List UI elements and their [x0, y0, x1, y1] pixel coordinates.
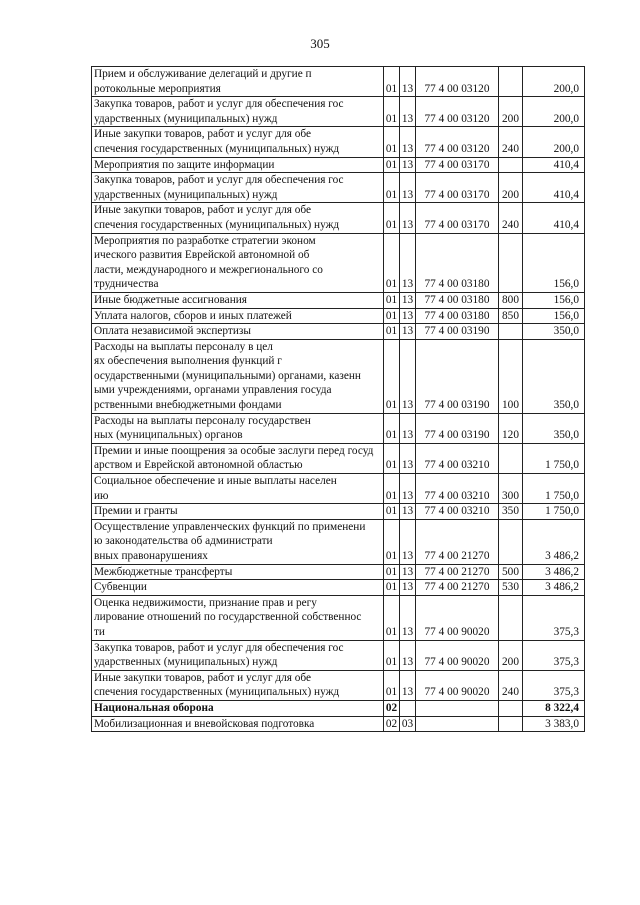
table-row: [92, 292, 585, 308]
table-row: [92, 640, 585, 670]
subsection-code-cell: 13: [400, 670, 416, 700]
subsection-code-cell: 13: [400, 308, 416, 324]
expense-type-cell: 200: [499, 97, 523, 127]
target-article-cell: 77 4 00 03210: [416, 443, 499, 473]
table-row: [92, 157, 585, 173]
table-row: [92, 716, 585, 732]
expense-name-cell: Межбюджетные трансферты: [92, 564, 384, 580]
table-row: [92, 233, 585, 292]
table-row: [92, 97, 585, 127]
amount-cell: 156,0: [523, 308, 585, 324]
subsection-code-cell: 13: [400, 580, 416, 596]
subsection-code-cell: 13: [400, 173, 416, 203]
expense-type-cell: 200: [499, 640, 523, 670]
amount-cell: 200,0: [523, 127, 585, 157]
expense-type-cell: [499, 67, 523, 97]
target-article-cell: 77 4 00 03210: [416, 474, 499, 504]
amount-cell: 3 486,2: [523, 564, 585, 580]
expense-name-cell: Закупка товаров, работ и услуг для обеспечения гос ударственных (муниципальных) нужд: [92, 173, 384, 203]
section-code-cell: 01: [384, 339, 400, 413]
amount-cell: 350,0: [523, 413, 585, 443]
amount-cell: 350,0: [523, 339, 585, 413]
section-code-cell: 01: [384, 564, 400, 580]
section-code-cell: 01: [384, 203, 400, 233]
section-code-cell: 01: [384, 504, 400, 520]
expense-type-cell: [499, 157, 523, 173]
target-article-cell: 77 4 00 21270: [416, 519, 499, 564]
expense-name-cell: Мероприятия по защите информации: [92, 157, 384, 173]
expense-type-cell: 300: [499, 474, 523, 504]
amount-cell: 200,0: [523, 67, 585, 97]
section-code-cell: 01: [384, 173, 400, 203]
expense-name-cell: Оценка недвижимости, признание прав и регу лирование отношений по государственной собственнос ти: [92, 595, 384, 640]
target-article-cell: [416, 716, 499, 732]
table-body: [92, 67, 585, 732]
amount-cell: 375,3: [523, 670, 585, 700]
expense-type-cell: 530: [499, 580, 523, 596]
subsection-code-cell: 13: [400, 324, 416, 340]
budget-table: [91, 66, 585, 732]
amount-cell: 3 486,2: [523, 519, 585, 564]
section-code-cell: 01: [384, 324, 400, 340]
expense-type-cell: [499, 716, 523, 732]
expense-name-cell: Иные бюджетные ассигнования: [92, 292, 384, 308]
amount-cell: 410,4: [523, 203, 585, 233]
section-code-cell: 01: [384, 308, 400, 324]
expense-type-cell: 100: [499, 339, 523, 413]
table-row: [92, 670, 585, 700]
target-article-cell: 77 4 00 03190: [416, 324, 499, 340]
table-row: [92, 127, 585, 157]
table-row: [92, 443, 585, 473]
subsection-code-cell: 13: [400, 339, 416, 413]
section-code-cell: 01: [384, 580, 400, 596]
subsection-code-cell: 13: [400, 67, 416, 97]
target-article-cell: 77 4 00 03170: [416, 173, 499, 203]
subsection-code-cell: 13: [400, 97, 416, 127]
expense-type-cell: [499, 700, 523, 716]
target-article-cell: 77 4 00 03120: [416, 97, 499, 127]
section-code-cell: 01: [384, 413, 400, 443]
target-article-cell: 77 4 00 03210: [416, 504, 499, 520]
subsection-code-cell: 13: [400, 413, 416, 443]
table-row: [92, 519, 585, 564]
expense-name-cell: Оплата независимой экспертизы: [92, 324, 384, 340]
table-row: [92, 339, 585, 413]
target-article-cell: [416, 700, 499, 716]
section-code-cell: 02: [384, 700, 400, 716]
expense-type-cell: [499, 233, 523, 292]
section-code-cell: 01: [384, 670, 400, 700]
subsection-code-cell: 03: [400, 716, 416, 732]
table-row: [92, 203, 585, 233]
section-code-cell: 02: [384, 716, 400, 732]
subsection-code-cell: 13: [400, 474, 416, 504]
table-row: [92, 413, 585, 443]
section-code-cell: 01: [384, 474, 400, 504]
expense-type-cell: [499, 595, 523, 640]
expense-type-cell: 240: [499, 203, 523, 233]
amount-cell: 350,0: [523, 324, 585, 340]
amount-cell: 8 322,4: [523, 700, 585, 716]
expense-name-cell: Иные закупки товаров, работ и услуг для обе спечения государственных (муниципальных) нужд: [92, 203, 384, 233]
target-article-cell: 77 4 00 90020: [416, 595, 499, 640]
section-code-cell: 01: [384, 443, 400, 473]
expense-type-cell: 240: [499, 127, 523, 157]
expense-name-cell: Закупка товаров, работ и услуг для обеспечения гос ударственных (муниципальных) нужд: [92, 640, 384, 670]
table-row: [92, 67, 585, 97]
table-row: [92, 504, 585, 520]
subsection-code-cell: 13: [400, 233, 416, 292]
table-row: [92, 564, 585, 580]
expense-name-cell: Субвенции: [92, 580, 384, 596]
target-article-cell: 77 4 00 21270: [416, 580, 499, 596]
section-code-cell: 01: [384, 157, 400, 173]
expense-type-cell: 120: [499, 413, 523, 443]
expense-name-cell: Мобилизационная и вневойсковая подготовка: [92, 716, 384, 732]
expense-type-cell: [499, 443, 523, 473]
section-code-cell: 01: [384, 127, 400, 157]
section-code-cell: 01: [384, 595, 400, 640]
expense-name-cell: Премии и иные поощрения за особые заслуги перед госуд арством и Еврейской автономной областью: [92, 443, 384, 473]
subsection-code-cell: 13: [400, 504, 416, 520]
expense-name-cell: Закупка товаров, работ и услуг для обеспечения гос ударственных (муниципальных) нужд: [92, 97, 384, 127]
amount-cell: 156,0: [523, 233, 585, 292]
amount-cell: 1 750,0: [523, 474, 585, 504]
section-code-cell: 01: [384, 292, 400, 308]
section-code-cell: 01: [384, 67, 400, 97]
expense-name-cell: Осуществление управленческих функций по применени ю законодательства об администрати вных правонарушениях: [92, 519, 384, 564]
table-row: [92, 580, 585, 596]
amount-cell: 410,4: [523, 173, 585, 203]
subsection-code-cell: 13: [400, 640, 416, 670]
section-code-cell: 01: [384, 640, 400, 670]
amount-cell: 3 486,2: [523, 580, 585, 596]
amount-cell: 375,3: [523, 640, 585, 670]
expense-type-cell: [499, 519, 523, 564]
subsection-code-cell: 13: [400, 127, 416, 157]
subsection-code-cell: 13: [400, 595, 416, 640]
expense-type-cell: 240: [499, 670, 523, 700]
table-row: [92, 173, 585, 203]
subsection-code-cell: 13: [400, 157, 416, 173]
table-row: [92, 474, 585, 504]
subsection-code-cell: 13: [400, 519, 416, 564]
amount-cell: 3 383,0: [523, 716, 585, 732]
amount-cell: 375,3: [523, 595, 585, 640]
section-code-cell: 01: [384, 233, 400, 292]
subsection-code-cell: 13: [400, 292, 416, 308]
target-article-cell: 77 4 00 90020: [416, 640, 499, 670]
expense-type-cell: 350: [499, 504, 523, 520]
amount-cell: 156,0: [523, 292, 585, 308]
expense-name-cell: Национальная оборона: [92, 700, 384, 716]
expense-type-cell: 800: [499, 292, 523, 308]
amount-cell: 410,4: [523, 157, 585, 173]
table-row: [92, 700, 585, 716]
target-article-cell: 77 4 00 21270: [416, 564, 499, 580]
target-article-cell: 77 4 00 03180: [416, 308, 499, 324]
subsection-code-cell: 13: [400, 564, 416, 580]
subsection-code-cell: 13: [400, 443, 416, 473]
expense-name-cell: Иные закупки товаров, работ и услуг для обе спечения государственных (муниципальных) нужд: [92, 127, 384, 157]
target-article-cell: 77 4 00 03170: [416, 203, 499, 233]
section-code-cell: 01: [384, 97, 400, 127]
subsection-code-cell: 13: [400, 203, 416, 233]
table-row: [92, 308, 585, 324]
expense-type-cell: 850: [499, 308, 523, 324]
target-article-cell: 77 4 00 03170: [416, 157, 499, 173]
target-article-cell: 77 4 00 03190: [416, 413, 499, 443]
amount-cell: 1 750,0: [523, 504, 585, 520]
target-article-cell: 77 4 00 03120: [416, 67, 499, 97]
expense-name-cell: Прием и обслуживание делегаций и другие п ротокольные мероприятия: [92, 67, 384, 97]
target-article-cell: 77 4 00 90020: [416, 670, 499, 700]
expense-name-cell: Мероприятия по разработке стратегии эконом ического развития Еврейской автономной об ласти, международного и межрегионального со трудничества: [92, 233, 384, 292]
expense-name-cell: Уплата налогов, сборов и иных платежей: [92, 308, 384, 324]
target-article-cell: 77 4 00 03120: [416, 127, 499, 157]
subsection-code-cell: [400, 700, 416, 716]
table-row: [92, 595, 585, 640]
amount-cell: 200,0: [523, 97, 585, 127]
page-number: 305: [310, 36, 330, 51]
expense-name-cell: Иные закупки товаров, работ и услуг для обе спечения государственных (муниципальных) нужд: [92, 670, 384, 700]
section-code-cell: 01: [384, 519, 400, 564]
table-row: [92, 324, 585, 340]
target-article-cell: 77 4 00 03180: [416, 233, 499, 292]
expense-type-cell: 200: [499, 173, 523, 203]
expense-type-cell: [499, 324, 523, 340]
expense-name-cell: Расходы на выплаты персоналу в цел ях обеспечения выполнения функций г осударственными (муниципальными) органами, казенн ыми учреждениями, органами управления госуда рственными внебюджетными фондами: [92, 339, 384, 413]
expense-name-cell: Расходы на выплаты персоналу государствен ных (муниципальных) органов: [92, 413, 384, 443]
amount-cell: 1 750,0: [523, 443, 585, 473]
expense-name-cell: Премии и гранты: [92, 504, 384, 520]
target-article-cell: 77 4 00 03180: [416, 292, 499, 308]
expense-type-cell: 500: [499, 564, 523, 580]
expense-name-cell: Социальное обеспечение и иные выплаты населен ию: [92, 474, 384, 504]
target-article-cell: 77 4 00 03190: [416, 339, 499, 413]
